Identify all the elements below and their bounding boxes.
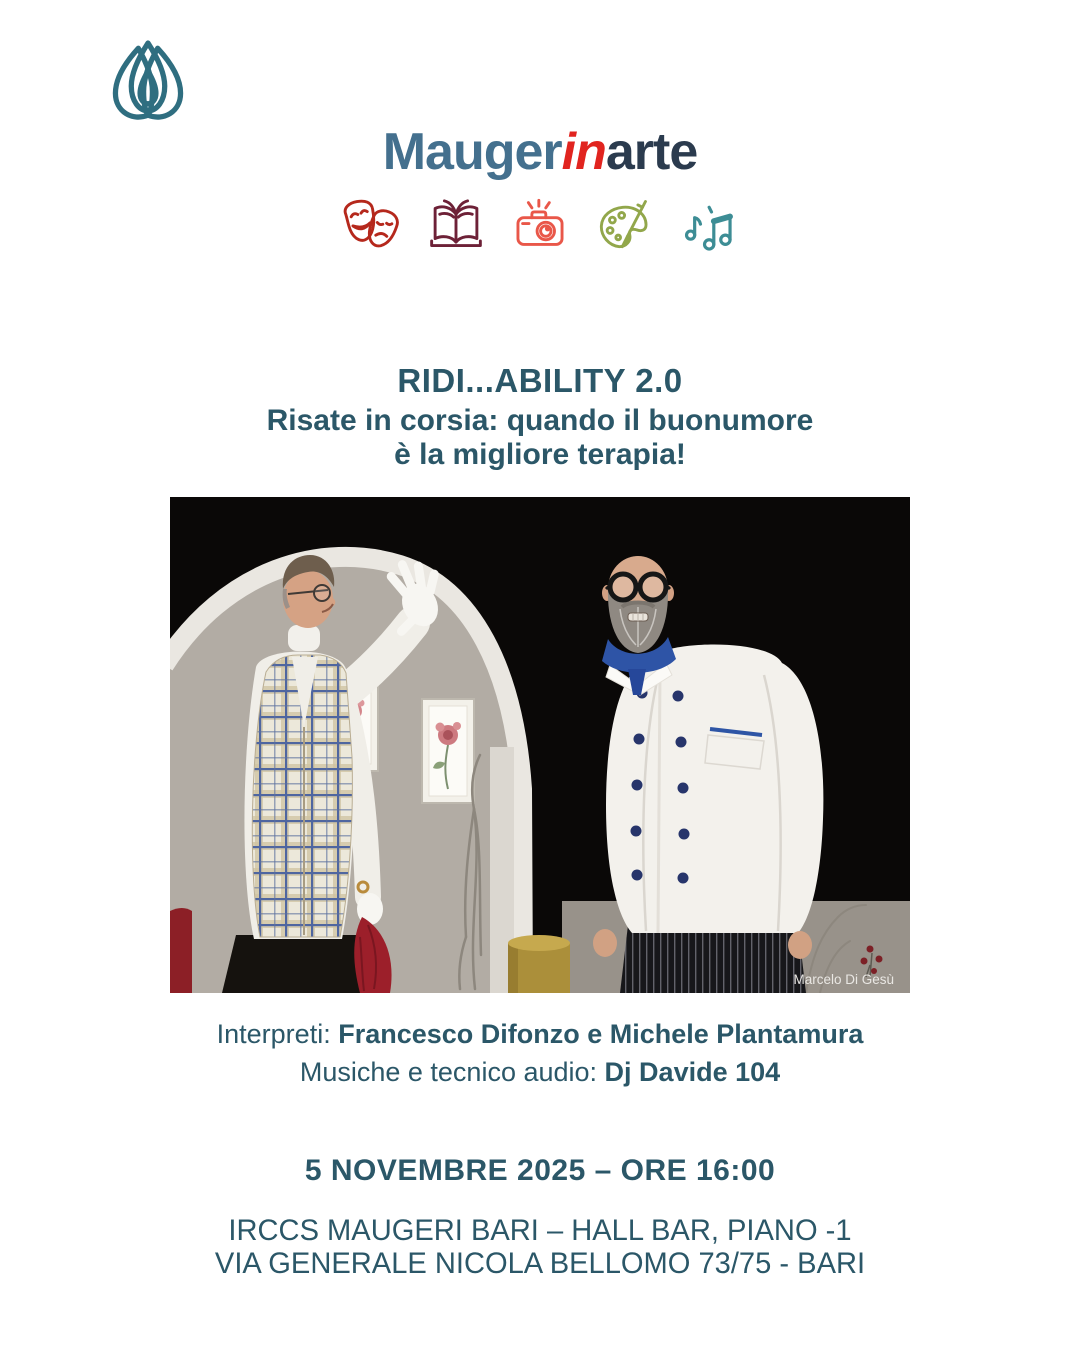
musiche-label: Musiche e tecnico audio: [299, 1056, 605, 1087]
open-book-icon [427, 198, 485, 256]
subtitle-line-1: Risate in corsia: quando il buonumore [266, 404, 814, 437]
flower-frame-2 [422, 699, 474, 803]
brand-title [0, 124, 1080, 181]
music-notes-icon [679, 198, 737, 256]
event-title-block [0, 362, 1080, 471]
palette-icon [595, 198, 653, 256]
venue-line-2: VIA GENERALE NICOLA BELLOMO 73/75 - BARI [214, 1247, 866, 1280]
brand-part-arte: arte [605, 123, 698, 181]
theater-masks-icon [343, 198, 401, 256]
gold-stool [508, 935, 570, 993]
venue-line-1: IRCCS MAUGERI BARI – HALL BAR, PIANO -1 [228, 1214, 852, 1247]
credit-line-musiche [0, 1054, 1080, 1092]
brand-part-in: in [561, 123, 606, 181]
brand-part-mauger: Mauger [382, 123, 562, 181]
maugeri-tulip-icon [104, 36, 192, 124]
musiche-name: Dj Davide 104 [604, 1056, 781, 1087]
stage-photo [170, 497, 910, 993]
event-subtitle [0, 404, 1080, 471]
credit-line-interpreti [0, 1016, 1080, 1054]
event-datetime: 5 NOVEMBRE 2025 – ORE 16:00 [304, 1154, 776, 1187]
camera-icon [511, 198, 569, 256]
photo-credit: Marcelo Di Gesù [793, 972, 894, 987]
red-chair [170, 908, 192, 993]
event-title: RIDI...ABILITY 2.0 [397, 362, 683, 399]
subtitle-line-2: è la migliore terapia! [394, 437, 686, 471]
event-details [0, 1154, 1080, 1280]
interpreti-label: Interpreti: [216, 1019, 339, 1049]
event-venue [16, 1214, 1064, 1280]
art-category-icons [0, 198, 1080, 256]
cast-credits [0, 1016, 1080, 1092]
interpreti-names: Francesco Difonzo e Michele Plantamura [338, 1019, 864, 1049]
